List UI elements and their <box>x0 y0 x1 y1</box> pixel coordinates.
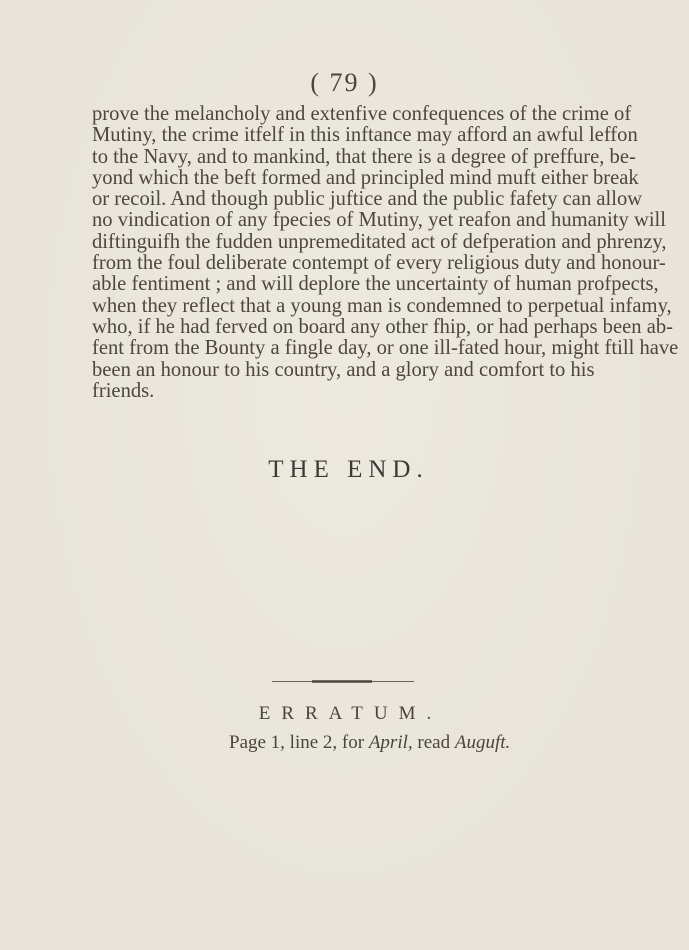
text-line: when they reflect that a young man is condemned to perpetual infamy, <box>92 294 672 317</box>
text-line: who, if he had ferved on board any other fhip, or had perhaps been ab- <box>92 315 673 338</box>
page-number: ( 79 ) <box>310 68 379 97</box>
text-line: no vindication of any fpecies of Mutiny, yet reafon and humanity will <box>92 209 667 232</box>
text-line: been an honour to his country, and a glory and comfort to his <box>92 358 595 381</box>
erratum-heading: ERRATUM. <box>258 703 443 724</box>
erratum-line <box>229 732 510 754</box>
body-paragraph <box>92 103 679 402</box>
erratum-middle: read <box>412 732 455 753</box>
ornamental-rule <box>272 680 414 683</box>
text-line: yond which the beft formed and principled mind muft either break <box>92 166 639 189</box>
text-line: Mutiny, the crime itfelf in this inftance may afford an awful leffon <box>92 124 638 147</box>
erratum-wrong: April, <box>368 732 413 753</box>
text-line: fent from the Bounty a fingle day, or one ill-fated hour, might ftill have <box>92 337 679 360</box>
text-line: to the Navy, and to mankind, that there is a degree of preffure, be- <box>92 145 636 168</box>
text-line: or recoil. And though public juftice and the public fafety can allow <box>92 188 643 211</box>
the-end-heading: THE END. <box>268 456 429 483</box>
text-line: able fentiment ; and will deplore the uncertainty of human profpects, <box>92 273 659 296</box>
erratum-right: Auguft. <box>454 732 511 753</box>
text-line: friends. <box>92 379 155 402</box>
text-line: from the foul deliberate contempt of every religious duty and honour- <box>92 252 666 275</box>
text-line: prove the melancholy and extenfive confequences of the crime of <box>92 103 632 125</box>
text-line: diftinguifh the fudden unpremeditated act of defperation and phrenzy, <box>92 230 667 253</box>
erratum-prefix: Page 1, line 2, for <box>229 732 369 753</box>
